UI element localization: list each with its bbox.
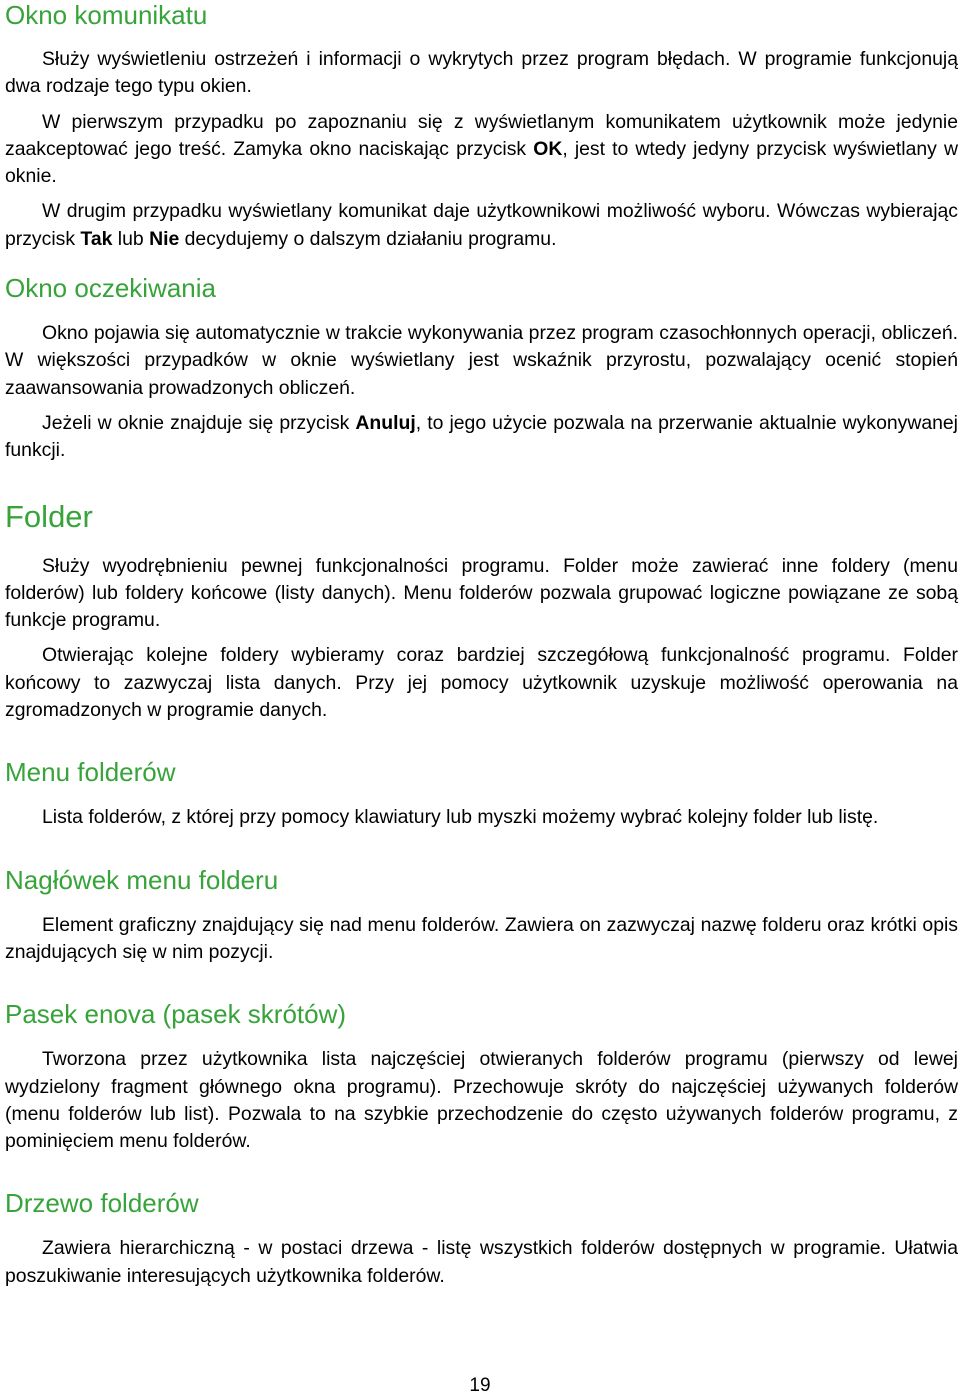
anuluj-button-label: Anuluj bbox=[355, 411, 416, 434]
heading-naglowek-menu-folderu: Nagłówek menu folderu bbox=[5, 864, 279, 895]
paragraph: W pierwszym przypadku po zapoznaniu się z wyświetlanym komunikatem użytkownik może jedynie zaakceptować jego treść. Zamyka okno naciskając przycisk OK, jest to wtedy jedyny przycisk wyświetlany w oknie. bbox=[5, 110, 958, 188]
ok-button-label: OK bbox=[533, 137, 563, 160]
heading-drzewo-folderow: Drzewo folderów bbox=[5, 1188, 199, 1219]
heading-okno-oczekiwania: Okno oczekiwania bbox=[5, 273, 216, 304]
paragraph: Otwierając kolejne foldery wybieramy coraz bardziej szczegółową funkcjonalność programu. Folder końcowy to zazwyczaj lista danych. Przy jej pomocy użytkownik uzyskuje możliwość operowania na zgromadzonych w programie danych. bbox=[5, 644, 958, 722]
paragraph: Okno pojawia się automatycznie w trakcie wykonywania przez program czasochłonnych operacji, obliczeń. W większości przypadków w oknie wyświetlany jest wskaźnik przyrostu, pozwalający ocenić stopień zaawansowania prowadzonych obliczeń. bbox=[5, 322, 958, 399]
paragraph: Lista folderów, z której przy pomocy klawiatury lub myszki możemy wybrać kolejny folder lub listę. bbox=[42, 806, 879, 829]
paragraph: Element graficzny znajdujący się nad menu folderów. Zawiera on zazwyczaj nazwę folderu oraz krótki opis znajdujących się w nim pozycji. bbox=[5, 913, 958, 963]
paragraph: Jeżeli w oknie znajduje się przycisk Anuluj, to jego użycie pozwala na przerwanie aktualnie wykonywanej funkcji. bbox=[5, 411, 958, 462]
document-page bbox=[5, 0, 958, 1290]
tak-button-label: Tak bbox=[80, 227, 113, 250]
paragraph: W drugim przypadku wyświetlany komunikat daje użytkownikowi możliwość wyboru. Wówczas wybierając przycisk Tak lub Nie decydujemy o dalszym działaniu programu. bbox=[5, 200, 958, 250]
paragraph: Zawiera hierarchiczną - w postaci drzewa - listę wszystkich folderów dostępnych w programie. Ułatwia poszukiwanie interesujących użytkownika folderów. bbox=[5, 1237, 958, 1287]
heading-okno-komunikatu: Okno komunikatu bbox=[5, 0, 208, 30]
paragraph: Służy wyświetleniu ostrzeżeń i informacji o wykrytych przez program błędach. W programie funkcjonują dwa rodzaje tego typu okien. bbox=[5, 48, 958, 98]
nie-button-label: Nie bbox=[149, 227, 180, 250]
paragraph: Służy wyodrębnieniu pewnej funkcjonalności programu. Folder może zawierać inne foldery (menu folderów) lub foldery końcowe (listy danych). Menu folderów pozwala grupować logiczne powiązane ze sobą funkcje programu. bbox=[5, 554, 958, 632]
heading-menu-folderow: Menu folderów bbox=[5, 757, 176, 788]
heading-folder: Folder bbox=[5, 498, 93, 534]
paragraph: Tworzona przez użytkownika lista najczęściej otwieranych folderów programu (pierwszy od lewej wydzielony fragment głównego okna programu). Przechowuje skróty do najczęściej używanych folderów (menu folderów lub list). Pozwala to na szybkie przechodzenie do często używanych folderów programu, z pominięciem menu folderów. bbox=[5, 1048, 958, 1153]
heading-pasek-enova: Pasek enova (pasek skrótów) bbox=[5, 999, 347, 1030]
page-number: 19 bbox=[469, 1375, 491, 1396]
